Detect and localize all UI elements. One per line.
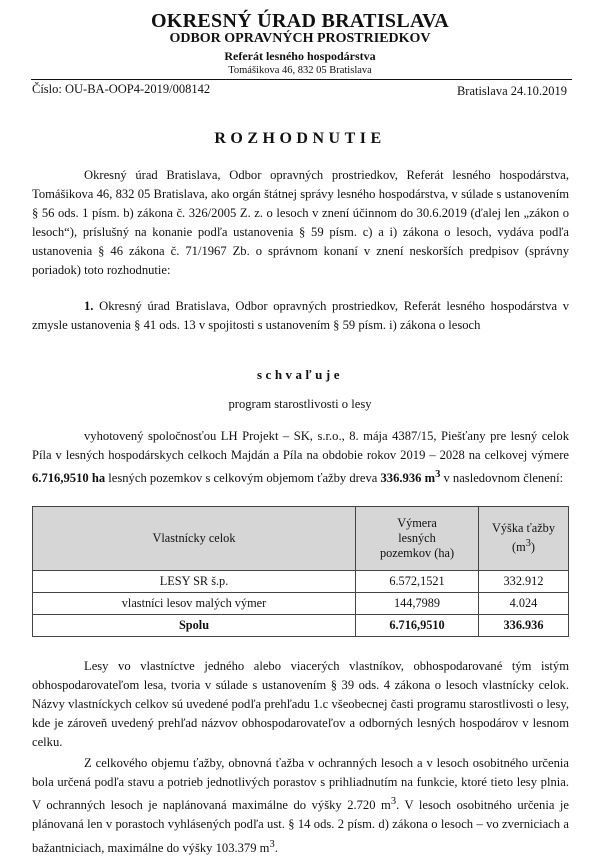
total-area-cell: 6.716,9510 [356, 615, 479, 637]
harvest-text [32, 754, 569, 858]
total-volume [381, 471, 441, 485]
program-paragraph [32, 427, 569, 488]
intro-paragraph [32, 166, 569, 281]
point-1-paragraph [32, 297, 569, 335]
header-harvest [479, 507, 569, 571]
harvest-paragraph [32, 754, 569, 858]
owners-paragraph [32, 657, 569, 752]
total-harvest-cell: 336.936 [479, 615, 569, 637]
document-title: ROZHODNUTIE [214, 130, 386, 147]
approves-heading: schvaľuje [257, 367, 343, 382]
program-text-part2: lesných pozemkov s celkovým objemom ťažby dreva [105, 471, 381, 486]
owners-text: Lesy vo vlastníctve jedného alebo viacerých vlastníkov, obhospodarované tým istým obhospodarovateľom lesa, tvoria v súlade s ustanovením § 39 ods. 4 zákona o lesoch vlastnícky celok. Názvy vlastníckych celkov sú uvedené podľa prehľadu 1.c všeobecnej časti programu starostlivosti o lesy, kde je zároveň uvedený prehľad názvov obhospodarovateľov a odborných lesných hospodárov v lesnom celku. [32, 659, 569, 750]
reference-number: Číslo: OU-BA-OOP4-2019/008142 [32, 82, 211, 96]
row-harvest: 4.024 [479, 593, 569, 615]
header-area-text: Výmera lesných pozemkov (ha) [379, 516, 455, 560]
program-text [32, 427, 569, 488]
row-owner: LESY SR š.p. [33, 571, 356, 593]
row-area: 6.572,1521 [356, 571, 479, 593]
point-1-text [32, 297, 569, 335]
harvest-sup2: 3 [269, 838, 275, 850]
section-name: Referát lesného hospodárstva [224, 49, 376, 63]
header-harvest-text: Výška ťažby (m [492, 521, 555, 555]
table-header-row [33, 507, 569, 571]
intro-text: Okresný úrad Bratislava, Odbor opravných prostriedkov, Referát lesného hospodárstva, Tomášikova 46, 832 05 Bratislava, ako orgán štátnej správy lesného hospodárstva, v súlade s ustanovením § 56 ods. 1 písm. b) zákona č. 326/2005 Z. z. o lesoch v znení účinnom do 30.6.2019 (ďalej len „zákon o lesoch“), príslušný na konanie podľa ustanovenia § 59 písm. c) a i) zákona o lesoch, vydáva podľa ustanovenia § 46 zákona č. 71/1967 Zb. o správnom konaní v znení neskorších predpisov (správny poriadok) toto rozhodnutie: [32, 168, 569, 278]
header-owner: Vlastnícky celok [33, 507, 356, 571]
total-volume-value: 336.936 m [380, 471, 436, 486]
table-total-row [33, 615, 569, 637]
row-owner: vlastníci lesov malých výmer [33, 593, 356, 615]
header-area [356, 507, 479, 571]
office-address: Tomášikova 46, 832 05 Bratislava [228, 65, 372, 76]
header-harvest-sup: 3 [525, 538, 531, 550]
harvest-text-part3: . [274, 840, 278, 855]
department-name: ODBOR OPRAVNÝCH PROSTRIEDKOV [169, 31, 431, 46]
table-row [33, 571, 569, 593]
row-harvest: 332.912 [479, 571, 569, 593]
harvest-table [32, 506, 569, 637]
total-area: 6.716,9510 ha [32, 471, 106, 486]
office-name: OKRESNÝ ÚRAD BRATISLAVA [150, 10, 450, 32]
program-text-part3: v nasledovnom členení: [440, 471, 564, 486]
point-1-body: Okresný úrad Bratislava, Odbor opravných prostriedkov, Referát lesného hospodárstva v zmysle ustanovenia § 41 ods. 13 v spojitosti s ustanovením § 59 písm. i) zákona o lesoch [32, 299, 569, 333]
total-volume-sup: 3 [435, 469, 441, 481]
program-text-part1: vyhotovený spoločnosťou LH Projekt – SK, s.r.o., 8. mája 4387/15, Piešťany pre lesný celok Píla v lesných hospodárskych celkoch Majdán a Píla na obdobie rokov 2019 – 2028 na celkovej výmere [32, 429, 569, 463]
header-harvest-end: ) [530, 540, 535, 555]
table-row [33, 593, 569, 615]
harvest-text-part1: Z celkového objemu ťažby, obnovná ťažba v ochranných lesoch a v lesoch osobitného určenia bola určená podľa stavu a potrieb jednotlivých porastov s prihliadnutím na funkcie, ktoré tieto lesy plnia. V ochranných lesoch je naplánovaná maximálne do výšky 2.720 m [32, 756, 569, 813]
place-date: Bratislava 24.10.2019 [456, 84, 567, 98]
total-owner: Spolu [33, 615, 356, 637]
row-area: 144,7989 [356, 593, 479, 615]
harvest-sup1: 3 [390, 796, 397, 808]
program-heading: program starostlivosti o lesy [228, 397, 372, 411]
header-divider [31, 79, 572, 80]
point-1-number: 1. [84, 299, 94, 313]
harvest-text-part2: . V lesoch osobitného určenia je plánovaná len v porastoch vyhlásených podľa ust. § 14 ods. 2 písm. d) zákona o lesoch – vo zverniciach a bažantniciach, maximálne do výšky 103.379 m [32, 798, 569, 855]
